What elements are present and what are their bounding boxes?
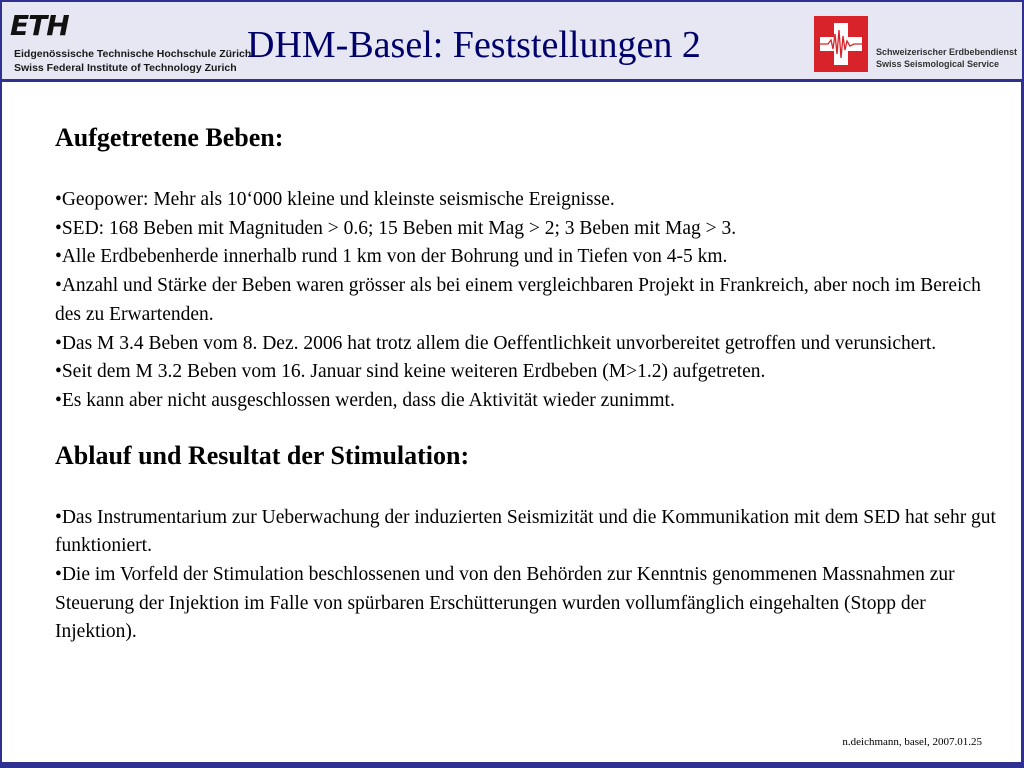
section-heading-ablauf-stimulation: Ablauf und Resultat der Stimulation: bbox=[55, 440, 470, 470]
sed-name-english: Swiss Seismological Service bbox=[876, 59, 1000, 69]
bullet-item: •Anzahl und Stärke der Beben waren grösser als bei einem vergleichbaren Projekt in Frankreich, aber noch im Bereich des zu Erwartenden. bbox=[55, 275, 981, 325]
eth-name-german: Eidgenössische Technische Hochschule Zürich bbox=[14, 48, 252, 60]
section-heading-aufgetretene-beben: Aufgetretene Beben: bbox=[55, 123, 284, 152]
footer-credit: n.deichmann, basel, 2007.01.25 bbox=[842, 736, 982, 748]
bullet-list-stimulation bbox=[55, 504, 1005, 648]
eth-mark: ETH bbox=[10, 9, 69, 42]
eth-name-english: Swiss Federal Institute of Technology Zurich bbox=[14, 62, 237, 74]
bullet-item: •Alle Erdbebenherde innerhalb rund 1 km von der Bohrung und in Tiefen von 4-5 km. bbox=[55, 246, 728, 268]
slide-body bbox=[2, 82, 1021, 762]
bullet-item: •Das Instrumentarium zur Ueberwachung der induzierten Seismizität und die Kommunikation mit dem SED hat sehr gut funktioniert. bbox=[55, 506, 996, 557]
bullet-item: •SED: 168 Beben mit Magnituden > 0.6; 15 Beben mit Mag > 2; 3 Beben mit Mag > 3. bbox=[55, 217, 737, 239]
bullet-item: •Geopower: Mehr als 10‘000 kleine und kleinste seismische Ereignisse. bbox=[55, 189, 615, 210]
eth-logo bbox=[10, 9, 252, 74]
bullet-list-beben bbox=[55, 186, 1005, 416]
slide-header bbox=[2, 2, 1022, 79]
slide-content bbox=[55, 122, 1005, 647]
sed-logo-text bbox=[876, 46, 1017, 70]
bullet-item: •Die im Vorfeld der Stimulation beschlossenen und von den Behörden zur Kenntnis genommenen Massnahmen zur Steuerung der Injektion im Falle von spürbaren Erschütterungen wurden vollumfänglich eingehalten (Stopp der Injektion). bbox=[55, 564, 955, 643]
bullet-item: •Seit dem M 3.2 Beben vom 16. Januar sind keine weiteren Erdbeben (M>1.2) aufgetreten. bbox=[55, 361, 766, 383]
sed-name-german: Schweizerischer Erdbebendienst bbox=[876, 47, 1018, 57]
bullet-item: •Es kann aber nicht ausgeschlossen werden, dass die Aktivität wieder zunimmt. bbox=[55, 389, 675, 411]
slide-title: DHM-Basel: Feststellungen 2 bbox=[247, 24, 701, 66]
bullet-item: •Das M 3.4 Beben vom 8. Dez. 2006 hat trotz allem die Oeffentlichkeit unvorbereitet getroffen und verunsichert. bbox=[55, 332, 937, 354]
swiss-cross-seismogram-icon bbox=[814, 16, 868, 72]
